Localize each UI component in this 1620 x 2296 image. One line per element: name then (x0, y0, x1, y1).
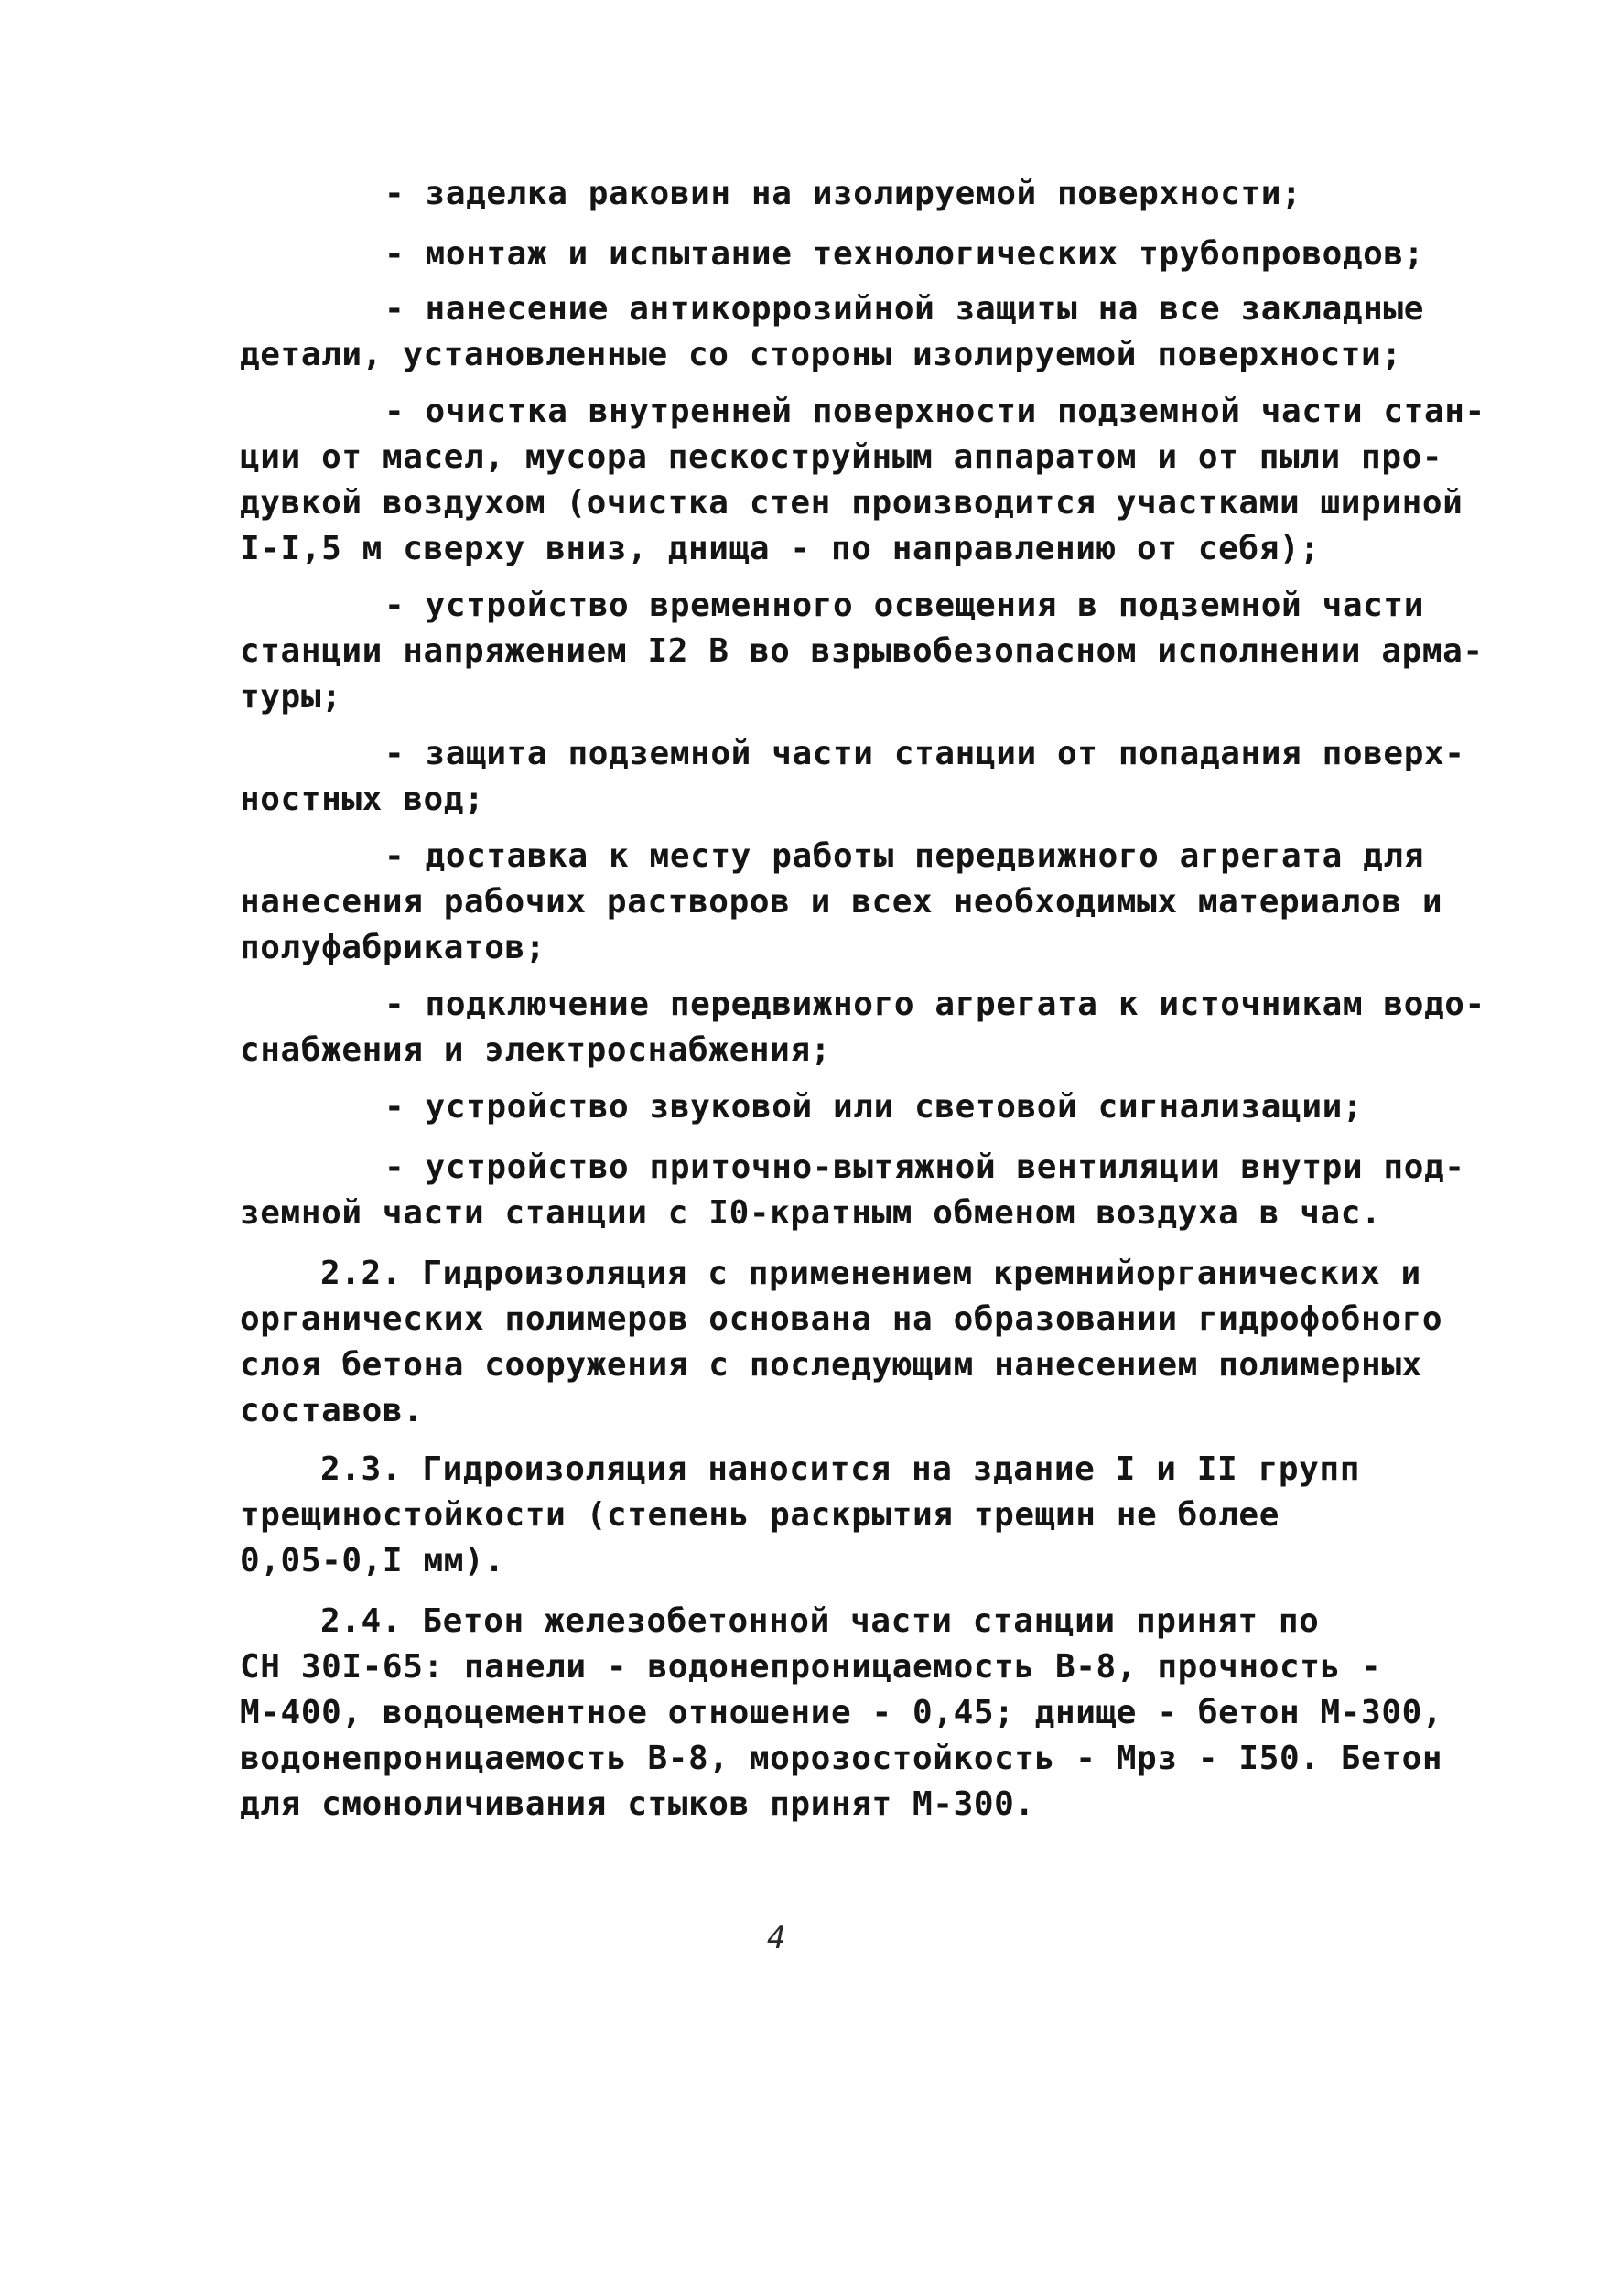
list-item-continuation: ции от масел, мусора пескоструйным аппаратом и от пыли про- (240, 438, 1443, 476)
list-item: - устройство временного освещения в подземной части (384, 587, 1424, 624)
list-item-continuation: полуфабрикатов; (240, 929, 546, 966)
list-item: - подключение передвижного агрегата к источникам водо- (384, 986, 1485, 1023)
section-paragraph-line: органических полимеров основана на образовании гидрофобного (240, 1300, 1443, 1338)
section-paragraph-line: 0,05-0,I мм). (240, 1542, 505, 1579)
section-paragraph-line: для смоноличивания стыков принят М-300. (240, 1785, 1035, 1823)
section-paragraph-line: М-400, водоцементное отношение - 0,45; днище - бетон М-300, (240, 1694, 1443, 1731)
list-item-continuation: нанесения рабочих растворов и всех необходимых материалов и (240, 883, 1443, 921)
list-item: - нанесение антикоррозийной защиты на все закладные (384, 290, 1424, 328)
list-item-continuation: станции напряжением I2 В во взрывобезопасном исполнении арма- (240, 632, 1484, 670)
section-paragraph-line: трещиностойкости (степень раскрытия трещин не более (240, 1496, 1280, 1534)
section-paragraph-line: составов. (240, 1392, 424, 1429)
list-item-continuation: ностных вод; (240, 781, 485, 818)
list-item-continuation: дувкой воздухом (очистка стен производится участками шириной (240, 484, 1463, 522)
list-item-continuation: туры; (240, 678, 342, 716)
list-item: - заделка раковин на изолируемой поверхности; (384, 175, 1302, 212)
list-item-continuation: снабжения и электроснабжения; (240, 1031, 831, 1069)
list-item: - доставка к месту работы передвижного агрегата для (384, 837, 1424, 875)
section-paragraph-line: водонепроницаемость В-8, морозостойкость - Мрз - I50. Бетон (240, 1740, 1443, 1777)
list-item: - монтаж и испытание технологических трубопроводов; (384, 235, 1424, 273)
list-item-continuation: детали, установленные со стороны изолируемой поверхности; (240, 336, 1402, 373)
list-item: - устройство звуковой или световой сигнализации; (384, 1088, 1364, 1126)
list-item-continuation: I-I,5 м сверху вниз, днища - по направлению от себя); (240, 530, 1321, 567)
list-item: - очистка внутренней поверхности подземной части стан- (384, 393, 1485, 430)
section-paragraph-line: СН 30I-65: панели - водонепроницаемость В-8, прочность - (240, 1648, 1382, 1686)
section-paragraph-line: слоя бетона сооружения с последующим нанесением полимерных (240, 1346, 1422, 1384)
section-paragraph: 2.2. Гидроизоляция с применением кремнийорганических и (320, 1255, 1421, 1292)
list-item-continuation: земной части станции с I0-кратным обменом воздуха в час. (240, 1194, 1382, 1232)
section-paragraph: 2.3. Гидроизоляция наносится на здание I и II групп (320, 1450, 1360, 1488)
section-paragraph: 2.4. Бетон железобетонной части станции принят по (320, 1602, 1320, 1640)
list-item: - устройство приточно-вытяжной вентиляции внутри под- (384, 1148, 1465, 1186)
page-number: 4 (767, 1920, 786, 1956)
list-item: - защита подземной части станции от попадания поверх- (384, 735, 1465, 772)
